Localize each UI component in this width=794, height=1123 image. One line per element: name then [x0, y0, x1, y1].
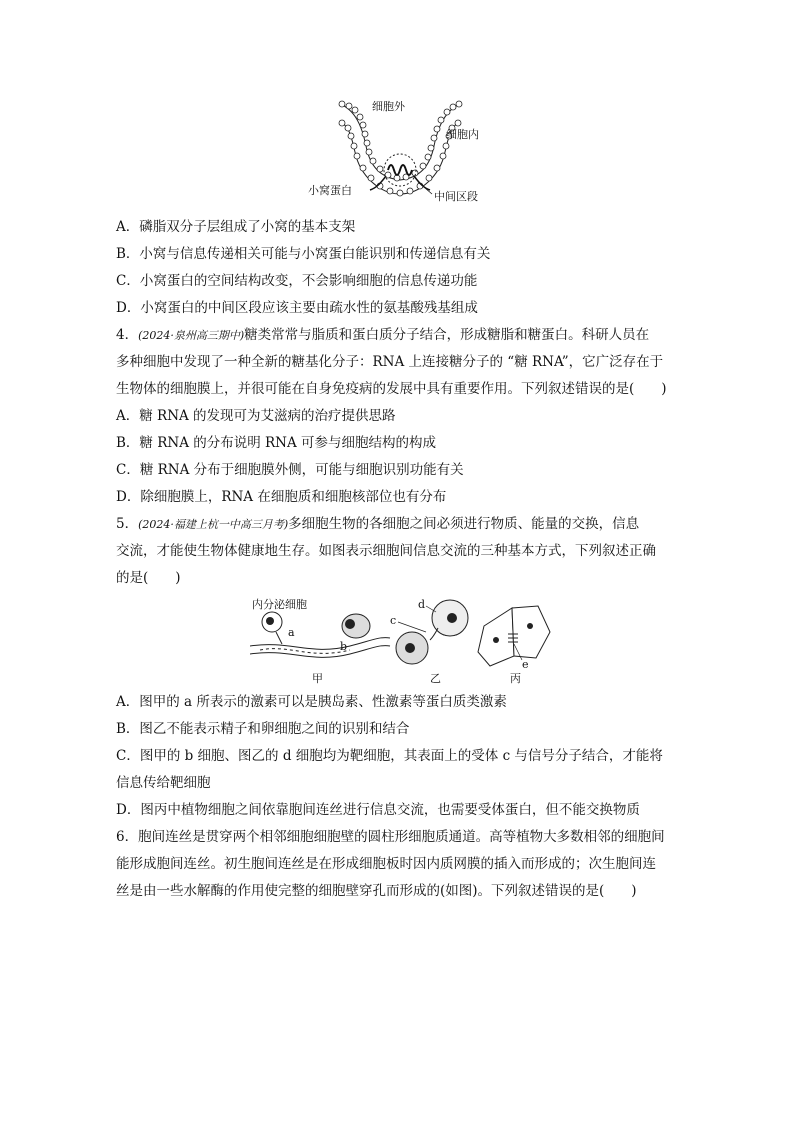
caption-jia: 甲: [312, 672, 323, 685]
q5-source: (2024·福建上杭一中高三月考): [138, 518, 289, 531]
label-middle: 中间区段: [434, 190, 478, 203]
q5-stem-line-1: [116, 514, 639, 535]
q4-stem-line-2: 多种细胞中发现了一种全新的糖基化分子：RNA 上连接糖分子的 “糖 RNA”，它广泛存在于: [116, 354, 664, 370]
label-e: e: [522, 658, 529, 671]
q4-stem-line-3: 生物体的细胞膜上，并很可能在自身免疫病的发展中具有重要作用。下列叙述错误的是( ): [116, 381, 667, 397]
q5-stem-line-3: 的是( ): [116, 570, 181, 586]
label-protein: 小窝蛋白: [308, 184, 352, 197]
q4-option-c: C．糖 RNA 分布于细胞膜外侧，可能与细胞识别功能有关: [116, 462, 464, 478]
q4-source: (2024·泉州高三期中): [138, 329, 245, 342]
q3-option-d: D．小窝蛋白的中间区段应该主要由疏水性的氨基酸残基组成: [116, 300, 478, 316]
q5-option-a: A．图甲的 a 所表示的激素可以是胰岛素、性激素等蛋白质类激素: [116, 694, 507, 710]
label-d: d: [418, 598, 426, 611]
q4-option-a: A．糖 RNA 的发现可为艾滋病的治疗提供思路: [116, 408, 396, 424]
label-a: a: [288, 626, 295, 639]
label-endocrine: 内分泌细胞: [252, 598, 307, 611]
q6-stem-line-3: 丝是由一些水解酶的作用使完整的细胞壁穿孔而形成的(如图)。下列叙述错误的是( ): [116, 883, 637, 899]
q5-option-d: D．图丙中植物细胞之间依靠胞间连丝进行信息交流，也需要受体蛋白，但不能交换物质: [116, 802, 640, 818]
q4-number: 4．: [116, 327, 139, 343]
q5-number: 5．: [116, 516, 139, 532]
q5-option-c-cont: 信息传给靶细胞: [116, 775, 211, 791]
q3-option-b: B．小窝与信息传递相关可能与小窝蛋白能识别和传递信息有关: [116, 246, 491, 262]
q3-option-a: A．磷脂双分子层组成了小窝的基本支架: [116, 219, 356, 235]
label-c: c: [390, 614, 397, 627]
signaling-figure: [250, 596, 560, 686]
q4-option-d: D．除细胞膜上，RNA 在细胞质和细胞核部位也有分布: [116, 489, 447, 505]
q6-stem-line-2: 能形成胞间连丝。初生胞间连丝是在形成细胞板时因内质网膜的插入而形成的；次生胞间连: [116, 856, 656, 872]
q5-option-b: B．图乙不能表示精子和卵细胞之间的识别和结合: [116, 721, 410, 737]
q5-stem-line-2: 交流，才能使生物体健康地生存。如图表示细胞间信息交流的三种基本方式，下列叙述正确: [116, 543, 656, 559]
q6-stem-line-1: 6．胞间连丝是贯穿两个相邻细胞细胞壁的圆柱形细胞质通道。高等植物大多数相邻的细胞间: [116, 829, 665, 845]
q4-stem-1: 糖类常常与脂质和蛋白质分子结合，形成糖脂和糖蛋白。科研人员在: [244, 327, 650, 343]
q5-stem-1: 多细胞生物的各细胞之间必须进行物质、能量的交换，信息: [288, 516, 640, 532]
caption-bing: 丙: [510, 672, 521, 685]
caption-yi: 乙: [430, 672, 441, 685]
label-outside: 细胞外: [372, 100, 405, 113]
q4-option-b: B．糖 RNA 的分布说明 RNA 可参与细胞结构的构成: [116, 435, 437, 451]
q3-option-c: C．小窝蛋白的空间结构改变，不会影响细胞的信息传递功能: [116, 273, 478, 289]
caveola-figure: [300, 96, 500, 202]
q5-option-c: C．图甲的 b 细胞、图乙的 d 细胞均为靶细胞，其表面上的受体 c 与信号分子结合，才能将: [116, 748, 663, 764]
q4-stem-line-1: [116, 325, 649, 346]
label-b: b: [340, 640, 348, 653]
label-inside: 细胞内: [446, 128, 479, 141]
